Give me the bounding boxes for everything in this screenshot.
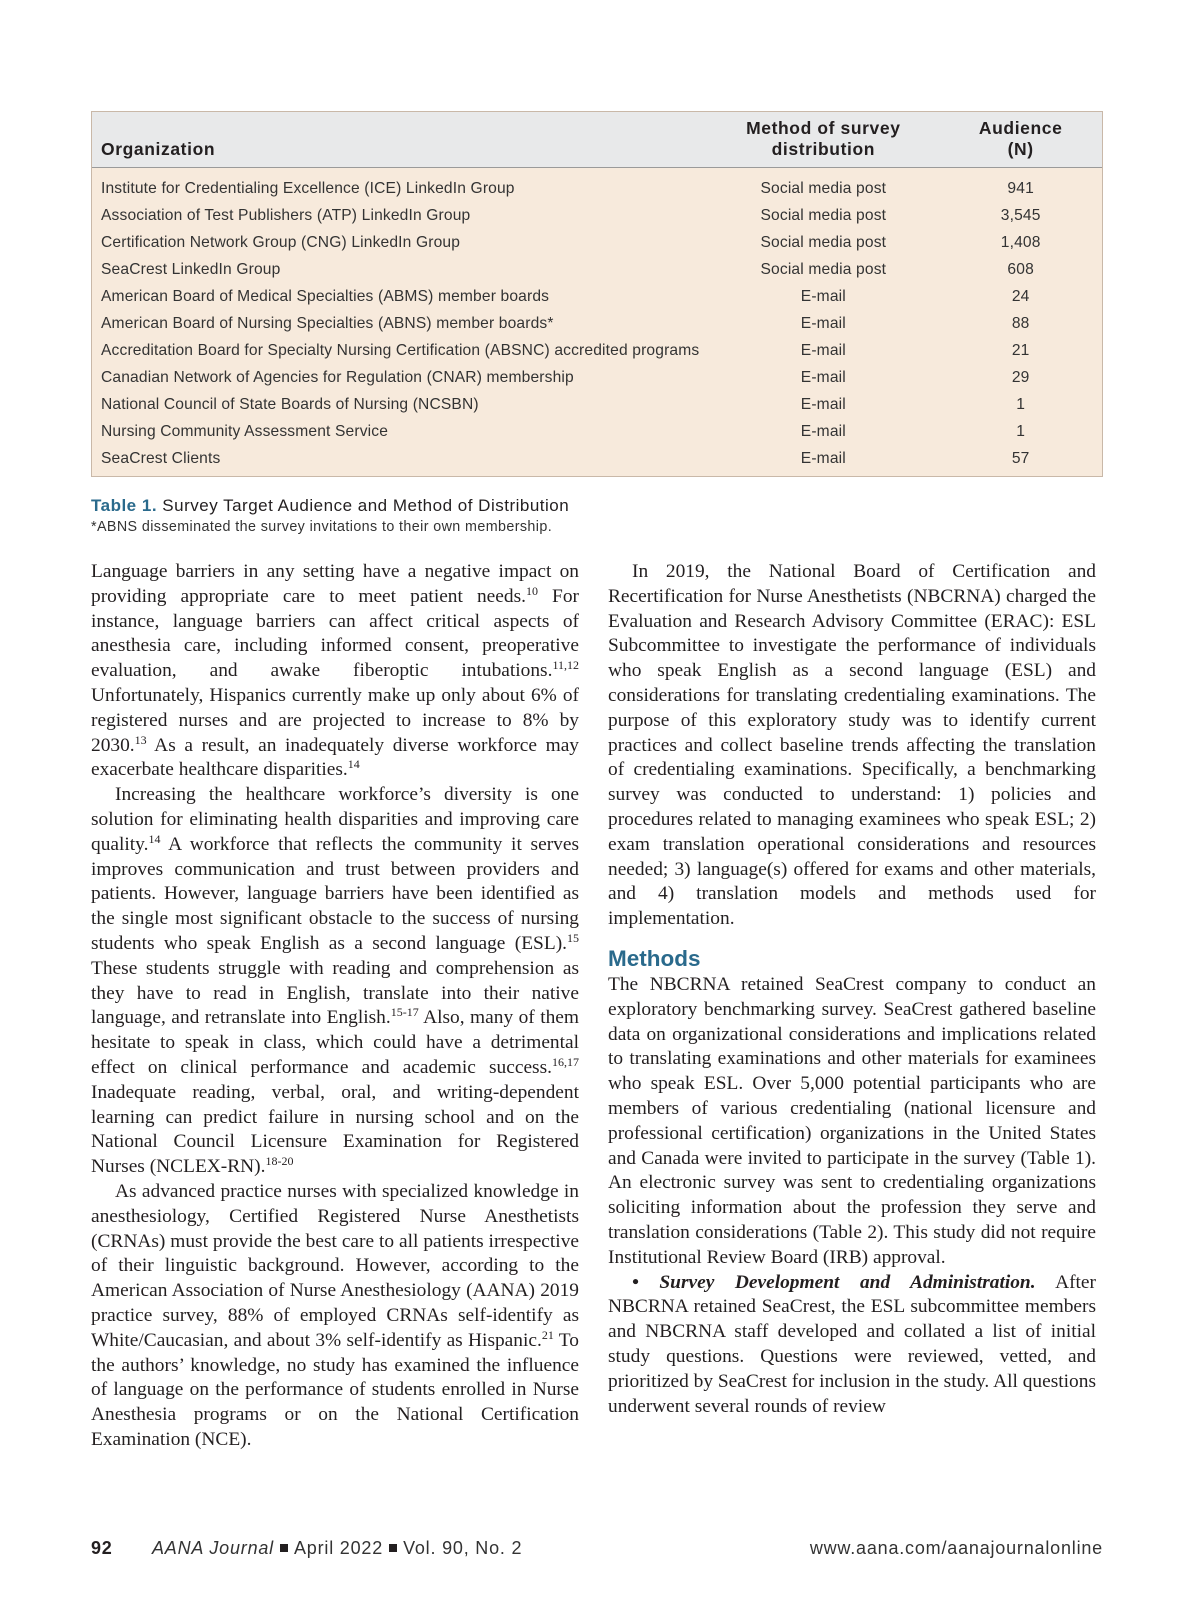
table-caption-label: Table 1. bbox=[91, 496, 158, 515]
table-row bbox=[92, 419, 1102, 446]
square-bullet-icon bbox=[280, 1544, 288, 1552]
page-footer bbox=[91, 1538, 1103, 1562]
cell-method: E-mail bbox=[800, 342, 846, 359]
cell-organization: Institute for Credentialing Excellence (ICE) LinkedIn Group bbox=[101, 180, 515, 197]
journal-name: AANA Journal bbox=[152, 1538, 274, 1558]
table-row bbox=[92, 257, 1102, 284]
table-row bbox=[92, 203, 1102, 230]
table-row bbox=[92, 446, 1102, 477]
cell-method: Social media post bbox=[760, 207, 887, 224]
table-row bbox=[92, 311, 1102, 338]
citation: 13 bbox=[134, 732, 147, 747]
cell-method: E-mail bbox=[800, 450, 846, 467]
cell-method: E-mail bbox=[800, 288, 846, 305]
citation: 14 bbox=[347, 757, 360, 772]
page-number: 92 bbox=[91, 1538, 113, 1558]
cell-audience: 1 bbox=[1016, 423, 1026, 440]
cell-method: Social media post bbox=[760, 261, 887, 278]
header-audience: Audience (N) bbox=[939, 112, 1102, 168]
header-method: Method of survey distribution bbox=[707, 112, 939, 168]
cell-audience: 3,545 bbox=[1000, 207, 1041, 224]
citation: 10 bbox=[525, 583, 538, 598]
table-row bbox=[92, 392, 1102, 419]
citation: 11,12 bbox=[552, 658, 579, 673]
cell-audience: 29 bbox=[1011, 369, 1030, 386]
citation: 14 bbox=[148, 831, 161, 846]
cell-organization: National Council of State Boards of Nursing (NCSBN) bbox=[101, 396, 479, 413]
cell-audience: 24 bbox=[1011, 288, 1030, 305]
paragraph: Increasing the healthcare workforce’s diversity is one solution for eliminating health disparities and improving care quality.$^{14}$ A workforce that reflects the community it serves improves communication and trust between providers and patients. However, language barriers have been identified as the single most significant obstacle to the success of nursing students who speak English as a second language (ESL).$^{15}$ These students struggle with reading and comprehension as they have to read in English, translate into their native language, and retranslate into English.$^{15-17}$ Also, many of them hesitate to speak in class, which could have a detrimental effect on clinical performance and academic success.$^{16,17}$ Inadequate reading, verbal, oral, and writing-dependent learning can predict failure in nursing school and on the National Council Licensure Examination for Registered Nurses (NCLEX-RN).$^{18-20}$ bbox=[91, 784, 579, 1178]
section-heading-methods: Methods bbox=[608, 945, 701, 971]
volume: Vol. 90, No. 2 bbox=[403, 1538, 523, 1558]
square-bullet-icon bbox=[389, 1544, 397, 1552]
paragraph: • Survey Development and Administration. After NBCRNA retained SeaCrest, the ESL subcommittee members and NBCRNA staff developed and collated a list of initial study questions. Questions were reviewed, vetted, and prioritized by SeaCrest for inclusion in the study. All questions underwent several rounds of review bbox=[608, 1271, 1096, 1417]
journal-url: www.aana.com/aanajournalonline bbox=[809, 1538, 1103, 1558]
cell-method: E-mail bbox=[800, 423, 846, 440]
cell-audience: 88 bbox=[1011, 315, 1030, 332]
table-row bbox=[92, 338, 1102, 365]
header-organization: Organization bbox=[92, 112, 707, 168]
cell-audience: 941 bbox=[1007, 180, 1034, 197]
cell-organization: SeaCrest LinkedIn Group bbox=[101, 261, 281, 278]
paragraph: As advanced practice nurses with specialized knowledge in anesthesiology, Certified Registered Nurse Anesthetists (CRNAs) must provide the best care to all patients irrespective of their linguistic background. However, according to the American Association of Nurse Anesthesiology (AANA) 2019 practice survey, 88% of employed CRNAs self-identify as White/Caucasian, and about 3% self-identify as Hispanic.$^{21}$ To the authors’ knowledge, no study has examined the influence of language on the performance of students enrolled in Nurse Anesthesia programs or on the National Certification Examination (NCE). bbox=[91, 1180, 579, 1450]
cell-organization: Certification Network Group (CNG) LinkedIn Group bbox=[101, 234, 461, 251]
journal-citation bbox=[152, 1538, 522, 1559]
citation: 18-20 bbox=[265, 1154, 294, 1169]
table-row bbox=[92, 365, 1102, 392]
cell-organization: SeaCrest Clients bbox=[101, 450, 221, 467]
cell-organization: Canadian Network of Agencies for Regulation (CNAR) membership bbox=[101, 369, 574, 386]
cell-audience: 1,408 bbox=[1000, 234, 1041, 251]
cell-organization: Accreditation Board for Specialty Nursing Certification (ABSNC) accredited programs bbox=[101, 342, 700, 359]
citation: 15 bbox=[567, 930, 579, 945]
cell-method: Social media post bbox=[760, 180, 887, 197]
cell-organization: American Board of Nursing Specialties (ABNS) member boards* bbox=[101, 315, 554, 332]
table-row bbox=[92, 168, 1102, 203]
run-in-heading: • Survey Development and Administration. bbox=[632, 1271, 1036, 1293]
cell-method: E-mail bbox=[800, 396, 846, 413]
survey-table-container bbox=[91, 111, 1103, 477]
table-row bbox=[92, 230, 1102, 257]
table-row bbox=[92, 284, 1102, 311]
table-caption bbox=[91, 496, 569, 516]
citation: 16,17 bbox=[552, 1054, 579, 1069]
cell-method: Social media post bbox=[760, 234, 887, 251]
cell-audience: 608 bbox=[1007, 261, 1034, 278]
table-header-row bbox=[92, 112, 1102, 168]
body-column-left bbox=[91, 560, 579, 1453]
paragraph: The NBCRNA retained SeaCrest company to conduct an exploratory benchmarking survey. SeaCrest gathered baseline data on organizational considerations and implications related to translating examinations and other materials for examinees who speak ESL. Over 5,000 potential participants who are members of various credentialing (national licensure and professional certification) organizations in the United States and Canada were invited to participate in the survey (Table 1). An electronic survey was sent to credentialing organizations soliciting information about the profession they serve and translation considerations (Table 2). This study did not require Institutional Review Board (IRB) approval. bbox=[608, 973, 1096, 1268]
table-caption-text: Survey Target Audience and Method of Distribution bbox=[162, 496, 570, 515]
cell-method: E-mail bbox=[800, 369, 846, 386]
cell-audience: 1 bbox=[1016, 396, 1026, 413]
cell-audience: 57 bbox=[1011, 450, 1030, 467]
citation: 21 bbox=[541, 1327, 554, 1342]
cell-organization: American Board of Medical Specialties (ABMS) member boards bbox=[101, 288, 550, 305]
cell-organization: Association of Test Publishers (ATP) LinkedIn Group bbox=[101, 207, 471, 224]
survey-audience-table bbox=[92, 112, 1102, 476]
paragraph: In 2019, the National Board of Certification and Recertification for Nurse Anesthetists (NBCRNA) charged the Evaluation and Research Advisory Committee (ERAC): ESL Subcommittee to investigate the performance of individuals who speak English as a second language (ESL) and considerations for translating credentialing examinations. The purpose of this exploratory study was to identify current practices and collect baseline trends affecting the translation of credentialing examinations. Specifically, a benchmarking survey was conducted to understand: 1) policies and procedures related to managing examinees who speak ESL; 2) exam translation operational considerations and resources needed; 3) language(s) offered for exams and other materials, and 4) translation models and methods used for implementation. bbox=[608, 561, 1096, 930]
cell-organization: Nursing Community Assessment Service bbox=[101, 423, 389, 440]
body-column-right bbox=[608, 560, 1096, 1419]
paragraph: Language barriers in any setting have a negative impact on providing appropriate care to meet patient needs.$^{10}$ For instance, language barriers can affect critical aspects of anesthesia care, including informed consent, preoperative evaluation, and awake fiberoptic intubations.$^{11,12}$ Unfortunately, Hispanics currently make up only about 6% of registered nurses and are projected to increase to 8% by 2030.13 As a result, an inadequately diverse workforce may exacerbate healthcare disparities.$^{14}$ bbox=[91, 561, 579, 781]
issue-date: April 2022 bbox=[294, 1538, 384, 1558]
cell-method: E-mail bbox=[800, 315, 846, 332]
citation: 15-17 bbox=[390, 1005, 419, 1020]
table-footnote: *ABNS disseminated the survey invitations to their own membership. bbox=[91, 519, 553, 535]
cell-audience: 21 bbox=[1011, 342, 1030, 359]
